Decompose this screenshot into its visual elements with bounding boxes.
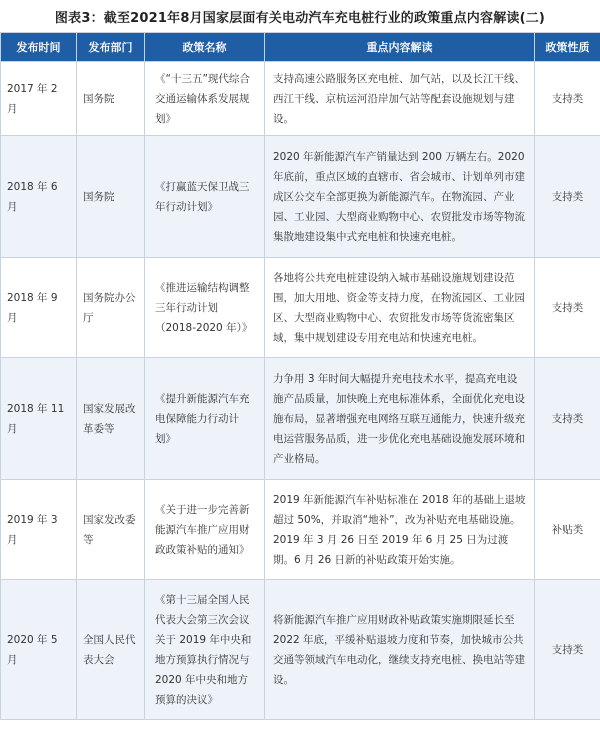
cell-time: 2018 年 9 月 bbox=[1, 258, 77, 358]
cell-name: 《打赢蓝天保卫战三年行动计划》 bbox=[145, 136, 265, 258]
policy-table-container bbox=[0, 32, 600, 720]
cell-content: 支持高速公路服务区充电桩、加气站，以及长江干线、西江干线、京杭运河沿岸加气站等配套设施规划与建设。 bbox=[265, 62, 535, 136]
header-publish-dept: 发布部门 bbox=[77, 33, 145, 62]
cell-dept: 国务院 bbox=[77, 62, 145, 136]
cell-name: 《“十三五”现代综合交通运输体系发展规划》 bbox=[145, 62, 265, 136]
cell-name: 《关于进一步完善新能源汽车推广应用财政政策补贴的通知》 bbox=[145, 480, 265, 580]
cell-time: 2017 年 2 月 bbox=[1, 62, 77, 136]
cell-nature: 支持类 bbox=[535, 358, 600, 480]
table-row bbox=[1, 480, 600, 580]
table-row bbox=[1, 580, 600, 720]
table-row bbox=[1, 136, 600, 258]
cell-name: 《提升新能源汽车充电保障能力行动计划》 bbox=[145, 358, 265, 480]
cell-content: 各地将公共充电桩建设纳入城市基础设施规划建设范围，加大用地、资金等支持力度，在物流园区、工业园区、大型商业购物中心、农贸批发市场等货流密集区域，集中规划建设专用充电站和快速充电桩。 bbox=[265, 258, 535, 358]
page-title: 图表3：截至2021年8月国家层面有关电动汽车充电桩行业的政策重点内容解读(二) bbox=[54, 10, 546, 26]
table-row bbox=[1, 358, 600, 480]
cell-time: 2018 年 6 月 bbox=[1, 136, 77, 258]
cell-nature: 支持类 bbox=[535, 62, 600, 136]
cell-time: 2019 年 3 月 bbox=[1, 480, 77, 580]
cell-nature: 支持类 bbox=[535, 136, 600, 258]
cell-content: 将新能源汽车推广应用财政补贴政策实施期限延长至 2022 年底，平缓补贴退坡力度和节奏，加快城市公共交通等领域汽车电动化，继续支持充电桩、换电站等建设。 bbox=[265, 580, 535, 720]
cell-dept: 全国人民代表大会 bbox=[77, 580, 145, 720]
header-policy-name: 政策名称 bbox=[145, 33, 265, 62]
table-header-row bbox=[1, 33, 600, 62]
cell-dept: 国务院办公厅 bbox=[77, 258, 145, 358]
cell-time: 2020 年 5 月 bbox=[1, 580, 77, 720]
cell-name: 《第十三届全国人民代表大会第三次会议关于 2019 年中央和地方预算执行情况与 2020 年中央和地方预算的决议》 bbox=[145, 580, 265, 720]
header-key-content: 重点内容解读 bbox=[265, 33, 535, 62]
cell-content: 2019 年新能源汽车补贴标准在 2018 年的基础上退坡超过 50%，并取消“地补”，改为补贴充电基础设施。2019 年 3 月 26 日至 2019 年 6 月 25 日为过渡期。6 月 26 日新的补贴政策开始实施。 bbox=[265, 480, 535, 580]
cell-name: 《推进运输结构调整三年行动计划（2018-2020 年）》 bbox=[145, 258, 265, 358]
cell-content: 力争用 3 年时间大幅提升充电技术水平，提高充电设施产品质量，加快晚上充电标准体系，全面优化充电设施布局，显著增强充电网络互联互通能力，快速升级充电运营服务品质，进一步优化充电基础设施发展环境和产业格局。 bbox=[265, 358, 535, 480]
cell-nature: 支持类 bbox=[535, 580, 600, 720]
cell-dept: 国务院 bbox=[77, 136, 145, 258]
cell-time: 2018 年 11 月 bbox=[1, 358, 77, 480]
table-row bbox=[1, 258, 600, 358]
header-policy-nature: 政策性质 bbox=[535, 33, 600, 62]
table-row bbox=[1, 62, 600, 136]
cell-dept: 国家发展改革委等 bbox=[77, 358, 145, 480]
cell-dept: 国家发改委等 bbox=[77, 480, 145, 580]
cell-nature: 补贴类 bbox=[535, 480, 600, 580]
cell-nature: 支持类 bbox=[535, 258, 600, 358]
policy-table bbox=[0, 32, 600, 720]
header-publish-time: 发布时间 bbox=[1, 33, 77, 62]
cell-content: 2020 年新能源汽车产销量达到 200 万辆左右。2020 年底前，重点区域的直辖市、省会城市、计划单列市建成区公交车全部更换为新能源汽车。在物流园、产业园、工业园、大型商业购物中心、农贸批发市场等物流集散地建设集中式充电桩和快速充电桩。 bbox=[265, 136, 535, 258]
